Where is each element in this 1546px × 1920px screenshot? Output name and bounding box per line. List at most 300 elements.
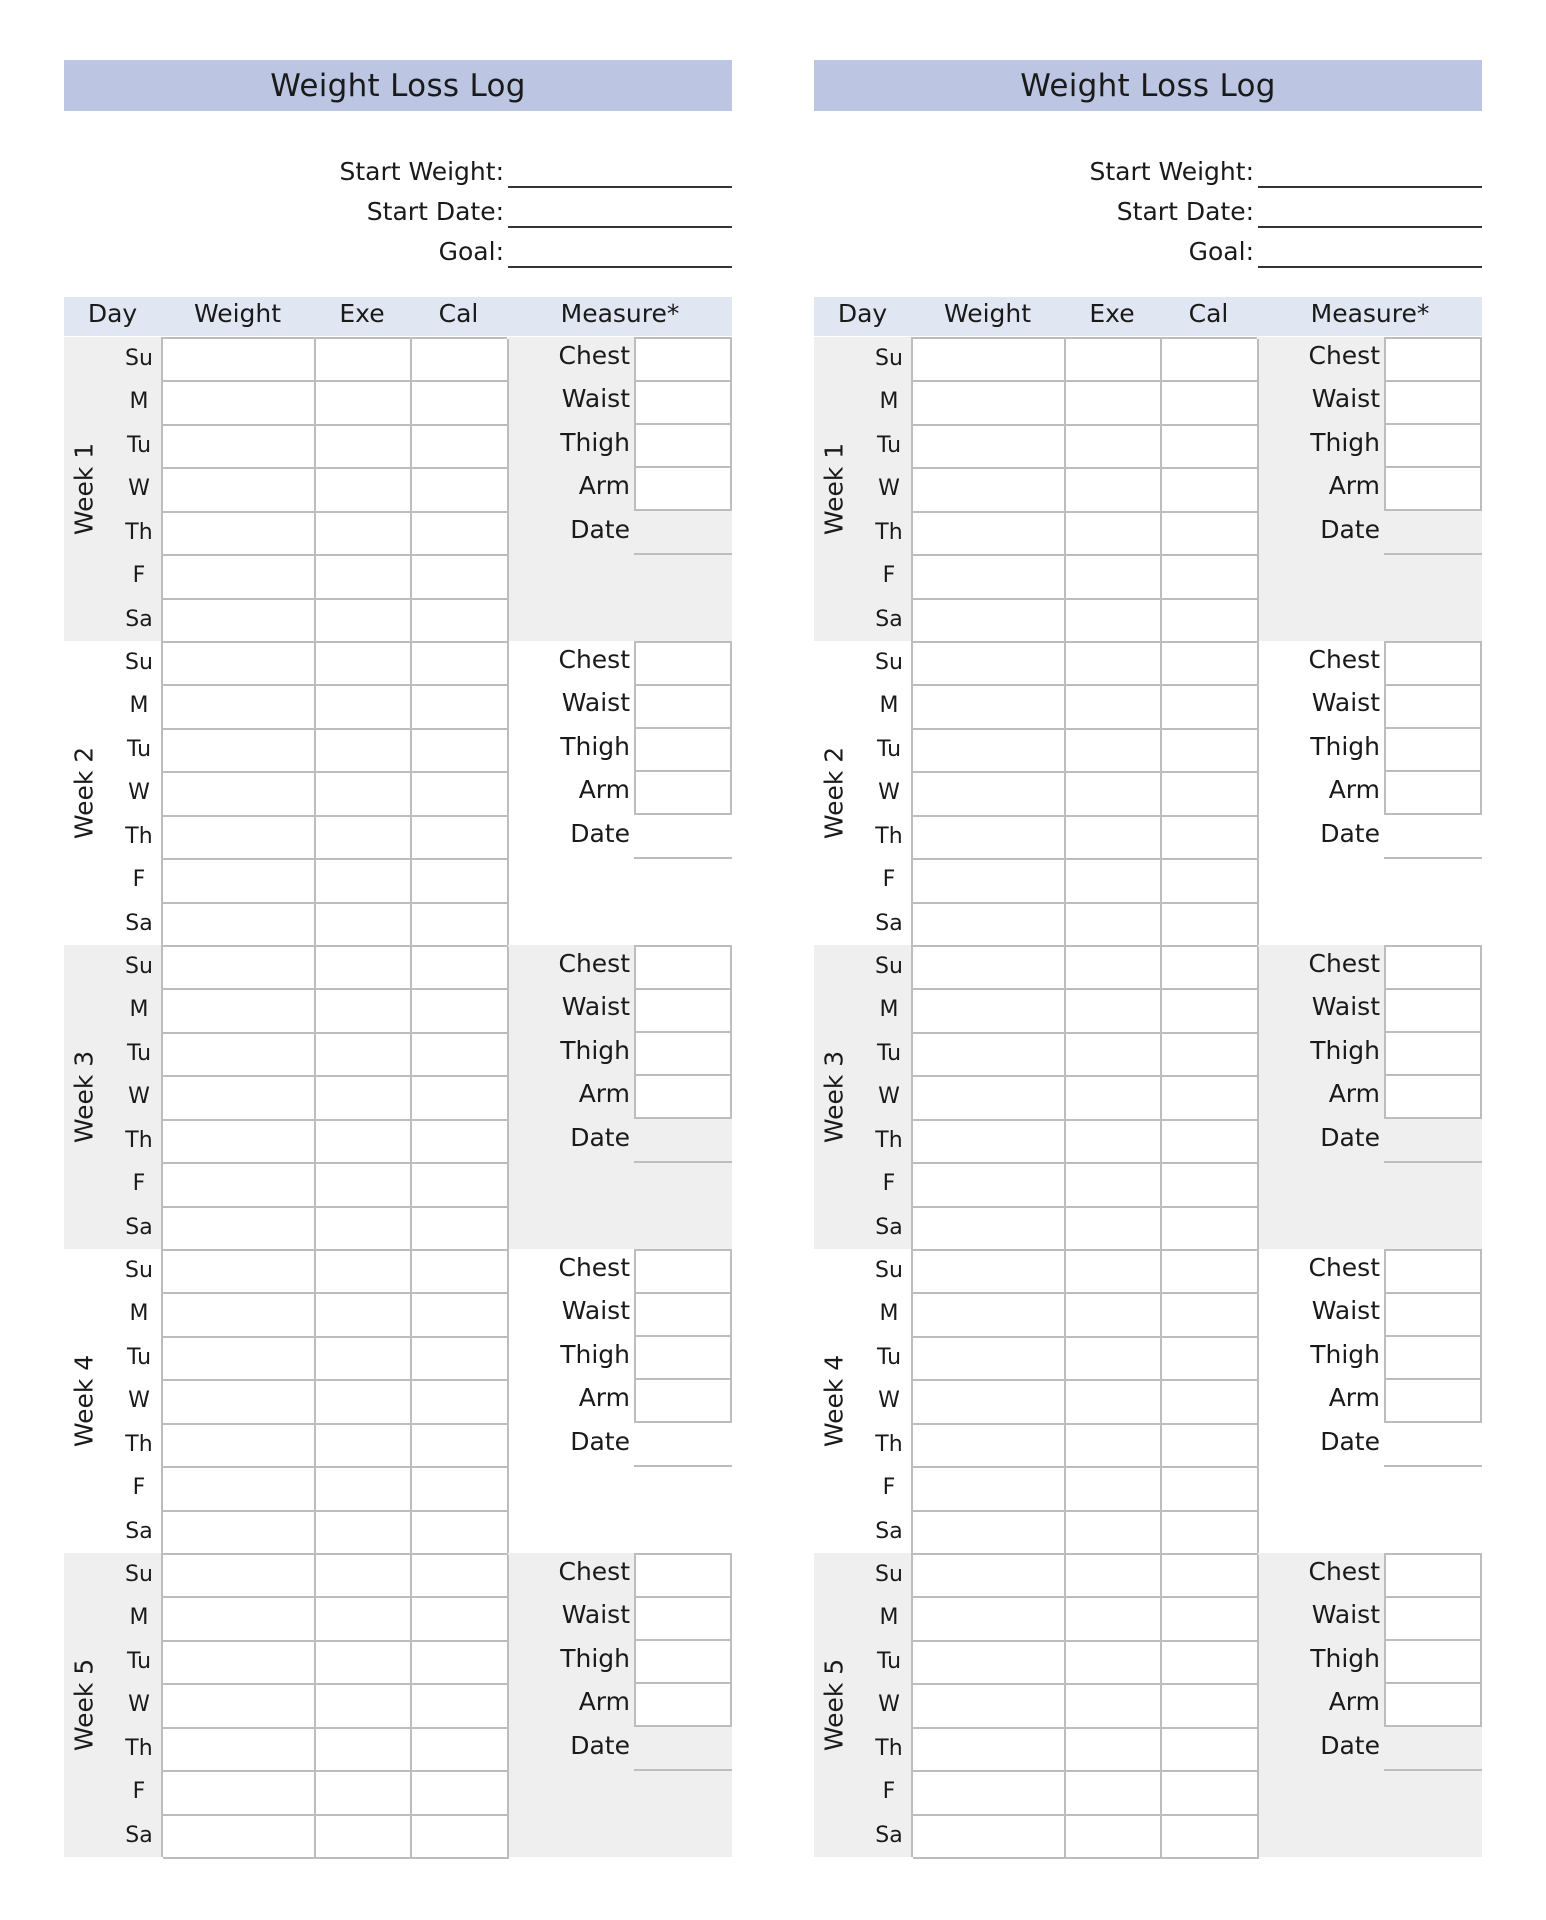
weight-cell[interactable]	[163, 339, 316, 382]
exe-cell[interactable]	[316, 1208, 412, 1251]
cal-cell[interactable]	[412, 1468, 509, 1511]
day-label: W	[128, 1388, 150, 1414]
weight-cell[interactable]	[163, 1251, 316, 1294]
cal-cell[interactable]	[1162, 1816, 1259, 1859]
week-block	[814, 641, 1482, 945]
measure-input[interactable]	[636, 339, 730, 382]
cal-cell[interactable]	[412, 730, 509, 773]
exe-cell[interactable]	[316, 1598, 412, 1641]
weight-cell[interactable]	[913, 1685, 1066, 1728]
cal-cell[interactable]	[1162, 1772, 1259, 1815]
exe-cell[interactable]	[1066, 1077, 1162, 1120]
weight-cell[interactable]	[163, 1598, 316, 1641]
weight-cell[interactable]	[163, 817, 316, 860]
exe-cell[interactable]	[1066, 1121, 1162, 1164]
day-label: Tu	[876, 432, 902, 458]
measure-input[interactable]	[1386, 1555, 1480, 1598]
measure-input[interactable]	[636, 1641, 730, 1684]
cal-cell[interactable]	[1162, 773, 1259, 816]
exe-cell[interactable]	[316, 1077, 412, 1120]
exe-cell[interactable]	[316, 1338, 412, 1381]
weight-cell[interactable]	[913, 1729, 1066, 1772]
day-label: F	[132, 1475, 146, 1501]
exe-cell[interactable]	[316, 1468, 412, 1511]
exe-cell[interactable]	[316, 947, 412, 990]
exe-cell[interactable]	[316, 990, 412, 1033]
measure-input[interactable]	[636, 990, 730, 1033]
measure-input[interactable]	[1386, 643, 1480, 686]
exe-cell[interactable]	[1066, 1685, 1162, 1728]
weight-cell[interactable]	[913, 1034, 1066, 1077]
exe-cell[interactable]	[316, 1729, 412, 1772]
measure-input[interactable]	[636, 1076, 730, 1117]
exe-cell[interactable]	[316, 556, 412, 599]
exe-cell[interactable]	[1066, 1816, 1162, 1859]
exe-cell[interactable]	[316, 1772, 412, 1815]
exe-cell[interactable]	[1066, 513, 1162, 556]
measure-input[interactable]	[636, 1337, 730, 1380]
exe-cell[interactable]	[1066, 1642, 1162, 1685]
weight-cell[interactable]	[163, 1034, 316, 1077]
date-input-line[interactable]	[1384, 1769, 1482, 1771]
cal-cell[interactable]	[412, 1251, 509, 1294]
date-input-line[interactable]	[1384, 1161, 1482, 1163]
cal-cell[interactable]	[1162, 1425, 1259, 1468]
exe-cell[interactable]	[316, 1512, 412, 1555]
measure-input[interactable]	[636, 947, 730, 990]
weight-cell[interactable]	[163, 513, 316, 556]
exe-cell[interactable]	[1066, 1468, 1162, 1511]
measure-input[interactable]	[636, 382, 730, 425]
exe-cell[interactable]	[316, 1816, 412, 1859]
weight-cell[interactable]	[913, 730, 1066, 773]
exe-cell[interactable]	[1066, 382, 1162, 425]
weight-cell[interactable]	[913, 1425, 1066, 1468]
weight-cell[interactable]	[913, 1598, 1066, 1641]
measure-input[interactable]	[1386, 1380, 1480, 1421]
exe-cell[interactable]	[1066, 773, 1162, 816]
measure-label: Chest	[1308, 1253, 1380, 1282]
cal-cell[interactable]	[412, 339, 509, 382]
measure-input[interactable]	[1386, 772, 1480, 813]
exe-cell[interactable]	[1066, 469, 1162, 512]
info-row	[814, 148, 1482, 188]
cal-cell[interactable]	[1162, 947, 1259, 990]
cal-cell[interactable]	[412, 1729, 509, 1772]
weight-cell[interactable]	[163, 1425, 316, 1468]
weight-cell[interactable]	[163, 1685, 316, 1728]
cal-cell[interactable]	[1162, 382, 1259, 425]
cal-cell[interactable]	[412, 1598, 509, 1641]
cal-cell[interactable]	[412, 1294, 509, 1337]
cal-cell[interactable]	[412, 1816, 509, 1859]
cal-cell[interactable]	[1162, 817, 1259, 860]
measure-label: Arm	[1328, 775, 1380, 805]
exe-cell[interactable]	[316, 1034, 412, 1077]
cal-cell[interactable]	[412, 1772, 509, 1815]
day-label: Tu	[876, 1344, 902, 1370]
measure-label: Date	[1320, 1730, 1380, 1760]
measure-input[interactable]	[1386, 990, 1480, 1033]
measure-boxes	[1384, 641, 1482, 815]
weight-cell[interactable]	[913, 382, 1066, 425]
weight-cell[interactable]	[913, 1512, 1066, 1555]
weight-cell[interactable]	[163, 600, 316, 643]
day-label: Sa	[125, 910, 153, 936]
cal-cell[interactable]	[1162, 1164, 1259, 1207]
day-label: W	[128, 1084, 150, 1110]
exe-cell[interactable]	[1066, 990, 1162, 1033]
weight-cell[interactable]	[163, 469, 316, 512]
weight-cell[interactable]	[163, 643, 316, 686]
measure-input[interactable]	[636, 772, 730, 813]
cal-cell[interactable]	[1162, 1381, 1259, 1424]
measure-input[interactable]	[636, 468, 730, 509]
day-label: M	[879, 389, 899, 415]
weight-cell[interactable]	[163, 426, 316, 469]
date-input-line[interactable]	[1384, 857, 1482, 859]
measure-input[interactable]	[636, 1380, 730, 1421]
exe-cell[interactable]	[1066, 1598, 1162, 1641]
cal-cell[interactable]	[412, 1338, 509, 1381]
cal-cell[interactable]	[1162, 1251, 1259, 1294]
measure-label: Arm	[578, 1687, 630, 1717]
measure-input[interactable]	[636, 1294, 730, 1337]
cal-cell[interactable]	[412, 1121, 509, 1164]
measure-input[interactable]	[1386, 1251, 1480, 1294]
day-label: Th	[125, 823, 153, 849]
date-input-line[interactable]	[1384, 553, 1482, 555]
measure-input[interactable]	[1386, 1641, 1480, 1684]
weight-cell[interactable]	[913, 1468, 1066, 1511]
cal-cell[interactable]	[412, 904, 509, 947]
measure-label: Date	[1320, 1426, 1380, 1456]
exe-cell[interactable]	[1066, 1555, 1162, 1598]
cal-cell[interactable]	[412, 426, 509, 469]
day-label: Su	[125, 1562, 153, 1587]
exe-cell[interactable]	[1066, 1164, 1162, 1207]
exe-cell[interactable]	[1066, 1034, 1162, 1077]
exe-cell[interactable]	[1066, 1338, 1162, 1381]
cal-cell[interactable]	[1162, 339, 1259, 382]
cal-cell[interactable]	[412, 686, 509, 729]
measure-input[interactable]	[636, 1033, 730, 1076]
measure-input[interactable]	[636, 1555, 730, 1598]
cal-cell[interactable]	[1162, 469, 1259, 512]
cal-cell[interactable]	[412, 1034, 509, 1077]
exe-cell[interactable]	[316, 1555, 412, 1598]
weight-cell[interactable]	[913, 1555, 1066, 1598]
exe-cell[interactable]	[1066, 1381, 1162, 1424]
weight-cell[interactable]	[163, 382, 316, 425]
weight-cell[interactable]	[913, 1816, 1066, 1859]
exe-cell[interactable]	[1066, 600, 1162, 643]
weight-cell[interactable]	[163, 1164, 316, 1207]
measure-input[interactable]	[1386, 339, 1480, 382]
weight-cell[interactable]	[163, 730, 316, 773]
cal-cell[interactable]	[412, 1555, 509, 1598]
measure-input[interactable]	[636, 686, 730, 729]
exe-cell[interactable]	[316, 1121, 412, 1164]
info-input-line[interactable]	[508, 266, 732, 268]
day-label: Su	[125, 650, 153, 675]
exe-cell[interactable]	[316, 1381, 412, 1424]
weight-cell[interactable]	[913, 339, 1066, 382]
day-label: Th	[875, 1431, 903, 1457]
date-input-line[interactable]	[634, 1465, 732, 1467]
exe-cell[interactable]	[316, 1685, 412, 1728]
exe-cell[interactable]	[316, 1294, 412, 1337]
measure-input[interactable]	[1386, 947, 1480, 990]
exe-cell[interactable]	[1066, 904, 1162, 947]
cal-cell[interactable]	[412, 1077, 509, 1120]
date-input-line[interactable]	[1384, 1465, 1482, 1467]
cal-cell[interactable]	[412, 513, 509, 556]
measure-input[interactable]	[1386, 425, 1480, 468]
cal-cell[interactable]	[412, 773, 509, 816]
cal-cell[interactable]	[1162, 513, 1259, 556]
exe-cell[interactable]	[316, 600, 412, 643]
weight-cell[interactable]	[163, 1208, 316, 1251]
weight-cell[interactable]	[163, 1729, 316, 1772]
exe-cell[interactable]	[1066, 556, 1162, 599]
cal-cell[interactable]	[412, 817, 509, 860]
measure-input[interactable]	[1386, 1076, 1480, 1117]
weight-cell[interactable]	[163, 773, 316, 816]
cal-cell[interactable]	[1162, 1034, 1259, 1077]
exe-cell[interactable]	[316, 1251, 412, 1294]
weight-cell[interactable]	[163, 947, 316, 990]
weight-cell[interactable]	[163, 904, 316, 947]
cal-cell[interactable]	[1162, 1208, 1259, 1251]
weight-cell[interactable]	[913, 1381, 1066, 1424]
cal-cell[interactable]	[412, 1642, 509, 1685]
measure-input[interactable]	[1386, 382, 1480, 425]
weight-cell[interactable]	[913, 600, 1066, 643]
exe-cell[interactable]	[1066, 426, 1162, 469]
measure-input[interactable]	[1386, 1294, 1480, 1337]
measure-input[interactable]	[1386, 1337, 1480, 1380]
exe-cell[interactable]	[316, 469, 412, 512]
cal-cell[interactable]	[412, 1425, 509, 1468]
weight-cell[interactable]	[913, 1772, 1066, 1815]
measure-input[interactable]	[1386, 468, 1480, 509]
weight-cell[interactable]	[913, 556, 1066, 599]
exe-cell[interactable]	[1066, 686, 1162, 729]
measure-input[interactable]	[636, 643, 730, 686]
exe-cell[interactable]	[316, 1164, 412, 1207]
measure-input[interactable]	[636, 1684, 730, 1725]
exe-cell[interactable]	[1066, 1208, 1162, 1251]
weight-cell[interactable]	[913, 773, 1066, 816]
exe-cell[interactable]	[316, 1425, 412, 1468]
exe-cell[interactable]	[1066, 947, 1162, 990]
exe-cell[interactable]	[1066, 1772, 1162, 1815]
weight-cell[interactable]	[163, 1555, 316, 1598]
cal-cell[interactable]	[412, 556, 509, 599]
week-label: Week 1	[819, 442, 849, 536]
weight-cell[interactable]	[913, 860, 1066, 903]
date-input-line[interactable]	[634, 857, 732, 859]
weight-cell[interactable]	[913, 1642, 1066, 1685]
weight-cell[interactable]	[913, 1121, 1066, 1164]
cal-cell[interactable]	[1162, 1512, 1259, 1555]
week-label: Week 2	[69, 746, 99, 840]
exe-cell[interactable]	[316, 730, 412, 773]
date-input-line[interactable]	[634, 1161, 732, 1163]
cal-cell[interactable]	[1162, 600, 1259, 643]
weight-cell[interactable]	[913, 947, 1066, 990]
weight-cell[interactable]	[163, 1338, 316, 1381]
date-input-line[interactable]	[634, 553, 732, 555]
cal-cell[interactable]	[412, 1208, 509, 1251]
measure-input[interactable]	[636, 1251, 730, 1294]
exe-cell[interactable]	[1066, 339, 1162, 382]
cal-cell[interactable]	[412, 643, 509, 686]
exe-cell[interactable]	[1066, 1425, 1162, 1468]
weight-cell[interactable]	[163, 990, 316, 1033]
exe-cell[interactable]	[1066, 860, 1162, 903]
cal-cell[interactable]	[1162, 1077, 1259, 1120]
weight-cell[interactable]	[913, 1164, 1066, 1207]
date-input-line[interactable]	[634, 1769, 732, 1771]
exe-cell[interactable]	[316, 1642, 412, 1685]
weight-cell[interactable]	[163, 860, 316, 903]
header-measure: Measure*	[560, 299, 680, 328]
week-block	[814, 337, 1482, 641]
weight-cell[interactable]	[163, 556, 316, 599]
cal-cell[interactable]	[412, 947, 509, 990]
week-block	[64, 1249, 732, 1553]
weight-cell[interactable]	[163, 1077, 316, 1120]
weight-cell[interactable]	[163, 1468, 316, 1511]
weight-cell[interactable]	[913, 1208, 1066, 1251]
cal-cell[interactable]	[412, 1512, 509, 1555]
weight-cell[interactable]	[913, 904, 1066, 947]
measure-input[interactable]	[636, 425, 730, 468]
weight-cell[interactable]	[913, 1338, 1066, 1381]
weight-cell[interactable]	[913, 426, 1066, 469]
exe-cell[interactable]	[316, 904, 412, 947]
cal-cell[interactable]	[412, 1381, 509, 1424]
exe-cell[interactable]	[1066, 1294, 1162, 1337]
cal-cell[interactable]	[1162, 1294, 1259, 1337]
measure-boxes	[1384, 1553, 1482, 1727]
cal-cell[interactable]	[412, 382, 509, 425]
cal-cell[interactable]	[1162, 643, 1259, 686]
exe-cell[interactable]	[316, 773, 412, 816]
cal-cell[interactable]	[1162, 426, 1259, 469]
header-cal: Cal	[438, 299, 479, 328]
measure-input[interactable]	[1386, 729, 1480, 772]
exe-cell[interactable]	[1066, 1729, 1162, 1772]
weight-cell[interactable]	[913, 1294, 1066, 1337]
weight-cell[interactable]	[163, 1772, 316, 1815]
exe-cell[interactable]	[316, 817, 412, 860]
weight-cell[interactable]	[913, 817, 1066, 860]
measure-label: Waist	[561, 1296, 630, 1326]
weight-cell[interactable]	[913, 1251, 1066, 1294]
weight-cell[interactable]	[913, 513, 1066, 556]
weight-cell[interactable]	[913, 1077, 1066, 1120]
cal-cell[interactable]	[412, 469, 509, 512]
cal-cell[interactable]	[1162, 686, 1259, 729]
measure-input[interactable]	[636, 1598, 730, 1641]
cal-cell[interactable]	[412, 600, 509, 643]
cal-cell[interactable]	[1162, 556, 1259, 599]
weight-cell[interactable]	[163, 1294, 316, 1337]
day-label: Th	[125, 1431, 153, 1457]
measure-label: Date	[1320, 514, 1380, 544]
weight-cell[interactable]	[163, 1121, 316, 1164]
measure-label: Waist	[1311, 1296, 1380, 1326]
weight-cell[interactable]	[913, 686, 1066, 729]
exe-cell[interactable]	[316, 643, 412, 686]
measure-input[interactable]	[1386, 686, 1480, 729]
cal-cell[interactable]	[412, 1164, 509, 1207]
measure-input[interactable]	[1386, 1598, 1480, 1641]
exe-cell[interactable]	[316, 382, 412, 425]
cal-cell[interactable]	[1162, 1338, 1259, 1381]
cal-cell[interactable]	[1162, 1729, 1259, 1772]
day-label: W	[878, 1388, 900, 1414]
cal-cell[interactable]	[1162, 1642, 1259, 1685]
cal-cell[interactable]	[1162, 990, 1259, 1033]
exe-cell[interactable]	[316, 513, 412, 556]
cal-cell[interactable]	[1162, 1468, 1259, 1511]
weight-cell[interactable]	[163, 686, 316, 729]
info-label: Start Date:	[366, 197, 504, 226]
measure-input[interactable]	[1386, 1033, 1480, 1076]
measure-label: Date	[570, 1426, 630, 1456]
measure-boxes	[634, 1249, 732, 1423]
exe-cell[interactable]	[316, 860, 412, 903]
weight-cell[interactable]	[163, 1642, 316, 1685]
weight-cell[interactable]	[913, 469, 1066, 512]
exe-cell[interactable]	[1066, 730, 1162, 773]
exe-cell[interactable]	[316, 426, 412, 469]
weight-cell[interactable]	[913, 990, 1066, 1033]
cal-cell[interactable]	[412, 1685, 509, 1728]
exe-cell[interactable]	[1066, 817, 1162, 860]
cal-cell[interactable]	[412, 990, 509, 1033]
cal-cell[interactable]	[1162, 1555, 1259, 1598]
measure-label: Chest	[1308, 1557, 1380, 1586]
week-label: Week 3	[819, 1050, 849, 1144]
exe-cell[interactable]	[1066, 1512, 1162, 1555]
info-input-line[interactable]	[1258, 266, 1482, 268]
weight-cell[interactable]	[163, 1381, 316, 1424]
cal-cell[interactable]	[1162, 1685, 1259, 1728]
exe-cell[interactable]	[1066, 643, 1162, 686]
cal-cell[interactable]	[1162, 860, 1259, 903]
exe-cell[interactable]	[316, 686, 412, 729]
cal-cell[interactable]	[1162, 1598, 1259, 1641]
header-weight: Weight	[943, 299, 1032, 328]
cal-cell[interactable]	[1162, 1121, 1259, 1164]
measure-input[interactable]	[636, 729, 730, 772]
measure-label: Waist	[1311, 992, 1380, 1022]
cal-cell[interactable]	[1162, 904, 1259, 947]
exe-cell[interactable]	[316, 339, 412, 382]
exe-cell[interactable]	[1066, 1251, 1162, 1294]
measure-input[interactable]	[1386, 1684, 1480, 1725]
weight-cell[interactable]	[163, 1816, 316, 1859]
weight-cell[interactable]	[913, 643, 1066, 686]
weight-cell[interactable]	[163, 1512, 316, 1555]
cal-cell[interactable]	[1162, 730, 1259, 773]
cal-cell[interactable]	[412, 860, 509, 903]
